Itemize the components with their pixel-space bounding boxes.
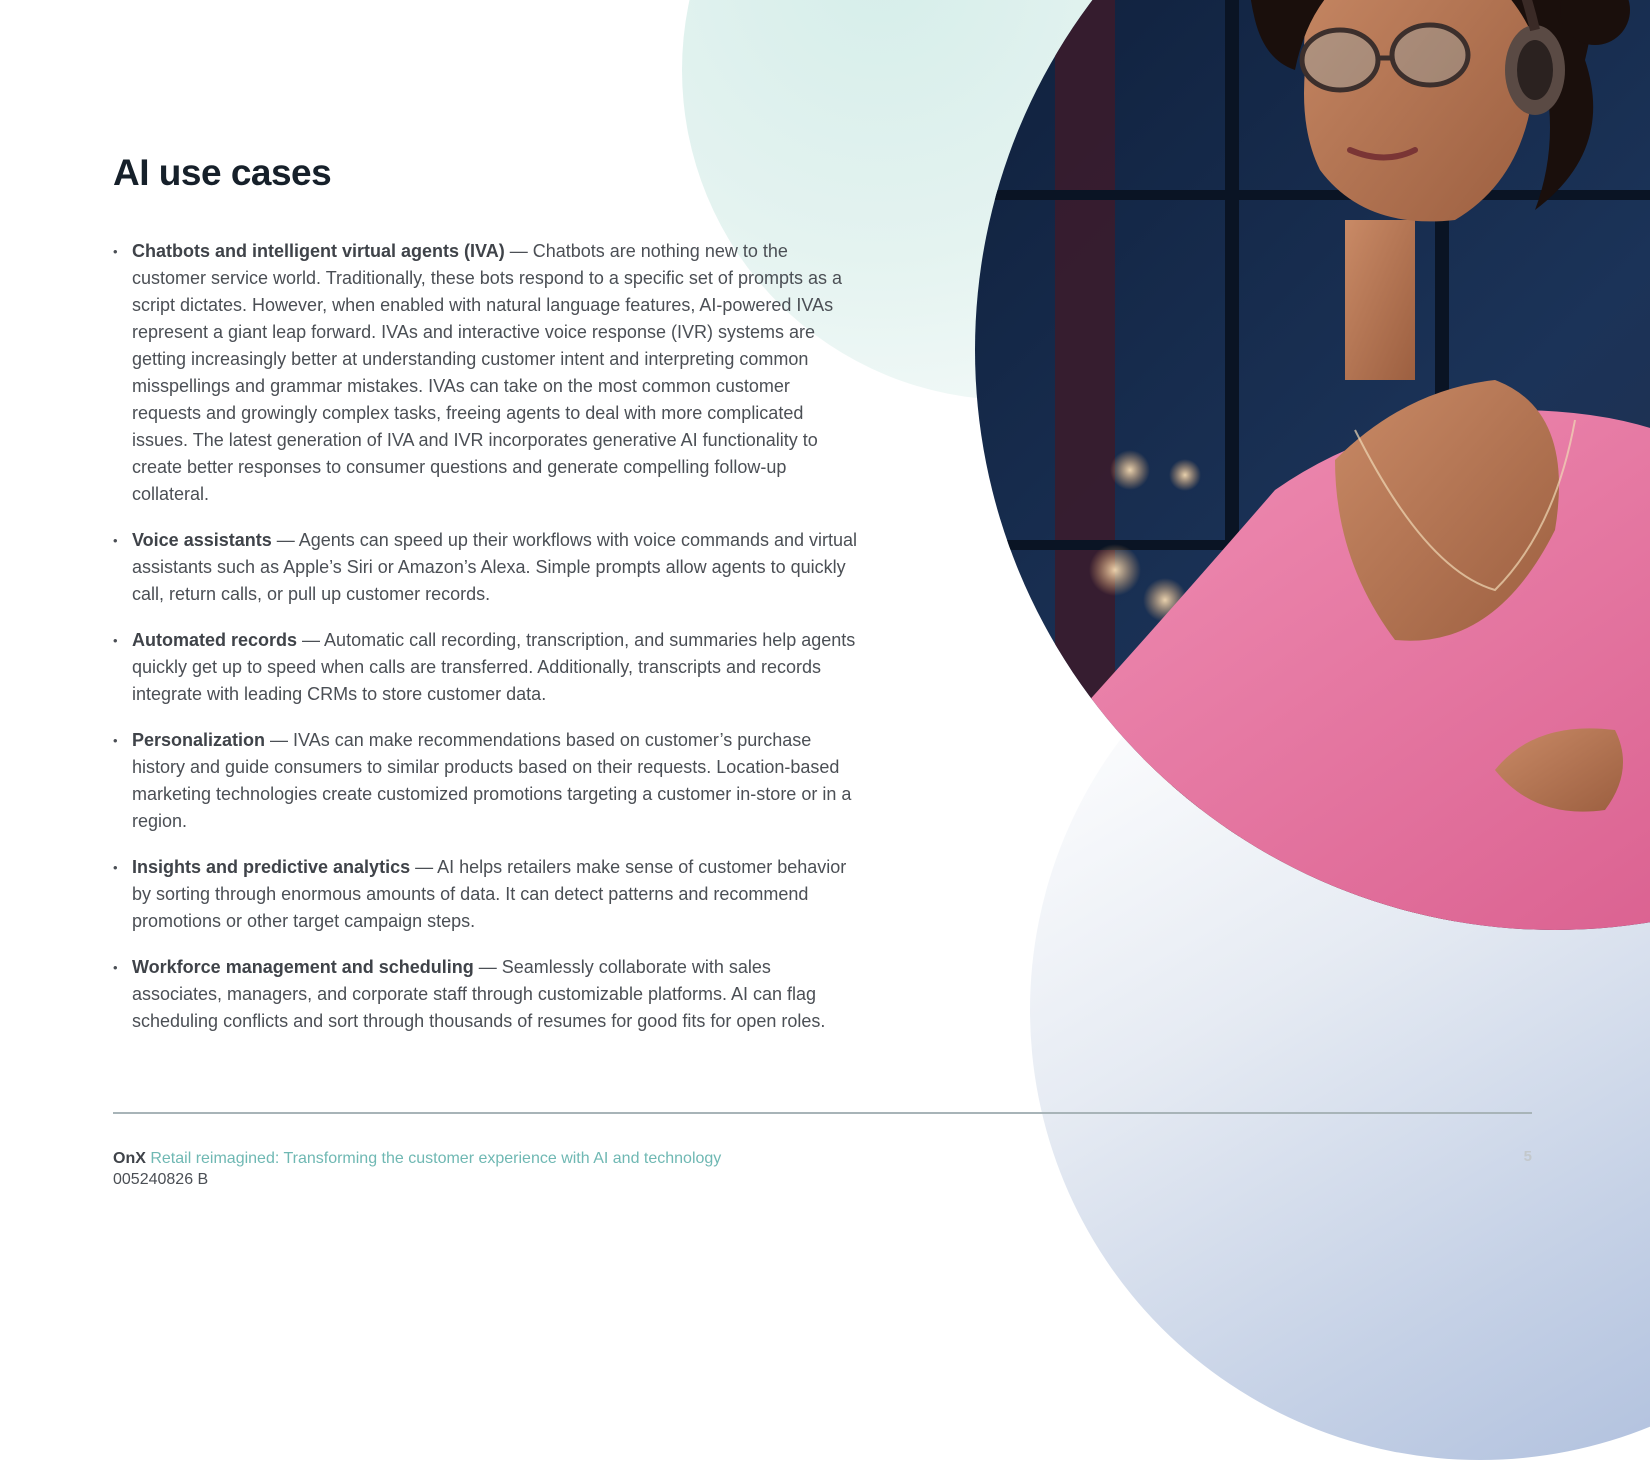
list-item <box>113 854 863 935</box>
document-code: 005240826 B <box>113 1171 209 1188</box>
page-number: 5 <box>1523 1148 1532 1165</box>
list-item <box>113 727 863 835</box>
list-item <box>113 238 863 508</box>
list-item <box>113 954 863 1035</box>
item-term: Voice assistants <box>132 530 272 550</box>
use-case-list <box>113 238 863 1035</box>
list-item <box>113 527 863 608</box>
item-term: Chatbots and intelligent virtual agents (IVA) <box>132 241 505 261</box>
hero-photo-circle <box>975 0 1650 930</box>
footer-divider <box>113 1112 1532 1114</box>
item-term: Insights and predictive analytics <box>132 857 411 877</box>
item-description: — AI helps retailers make sense of customer behavior by sorting through enormous amounts of data. It can detect patterns and recommend promotions or other target campaign steps. <box>132 857 847 931</box>
item-description: — Seamlessly collaborate with sales associates, managers, and corporate staff through customizable platforms. AI can flag scheduling conflicts and sort through thousands of resumes for good fits for open roles. <box>132 957 826 1031</box>
item-description: — Automatic call recording, transcription, and summaries help agents quickly get up to speed when calls are transferred. Additionally, transcripts and records integrate with leading CRMs to store customer data. <box>132 630 856 704</box>
item-description: — IVAs can make recommendations based on customer’s purchase history and guide consumers to similar products based on their requests. Location-based marketing technologies create customized promotions targeting a customer in-store or in a region. <box>132 730 852 831</box>
item-description: — Chatbots are nothing new to the customer service world. Traditionally, these bots respond to a specific set of prompts as a script dictates. However, when enabled with natural language features, AI-powered IVAs represent a giant leap forward. IVAs and interactive voice response (IVR) systems are getting increasingly better at understanding customer intent and interpreting common misspellings and grammar mistakes. IVAs can take on the most common customer requests and growingly complex tasks, freeing agents to deal with more complicated issues. The latest generation of IVA and IVR incorporates generative AI functionality to create better responses to consumer questions and generate compelling follow-up collateral. <box>132 241 842 504</box>
document-title: Retail reimagined: Transforming the customer experience with AI and technology <box>145 1150 722 1167</box>
item-term: Automated records <box>132 630 298 650</box>
item-description: — Agents can speed up their workflows with voice commands and virtual assistants such as Apple’s Siri or Amazon’s Alexa. Simple prompts allow agents to quickly call, return calls, or pull up customer records. <box>132 530 858 604</box>
footer-title-line <box>113 1148 721 1169</box>
footer <box>113 1148 721 1190</box>
brand-name: OnX <box>113 1150 146 1167</box>
agent-photo-illustration <box>975 0 1650 930</box>
main-content <box>113 150 863 1054</box>
item-term: Personalization <box>132 730 266 750</box>
item-term: Workforce management and scheduling <box>132 957 474 977</box>
page-title: AI use cases <box>113 152 332 193</box>
list-item <box>113 627 863 708</box>
